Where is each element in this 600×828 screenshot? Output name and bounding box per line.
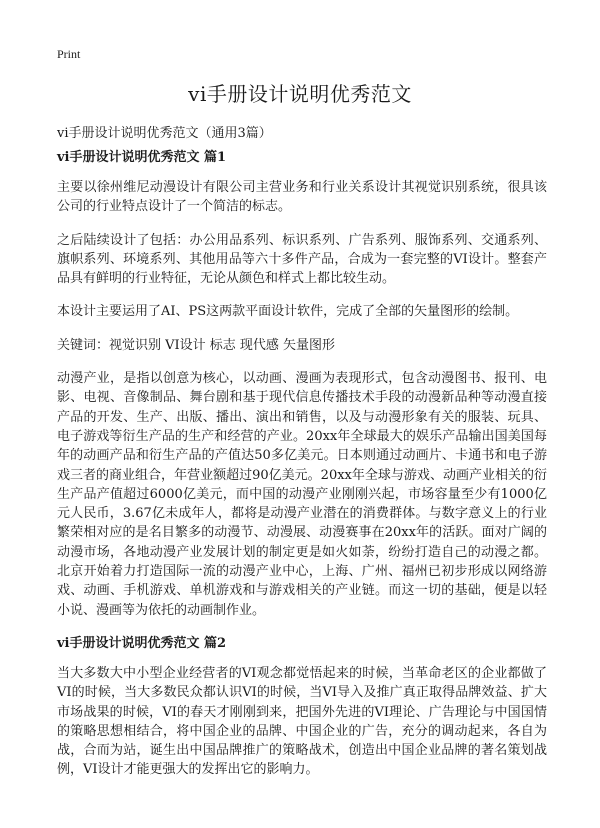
- paragraph: 主要以徐州维尼动漫设计有限公司主营业务和行业关系设计其视觉识别系统，很具该公司的行业特点设计了一个简洁的标志。: [57, 180, 547, 215]
- document-subtitle: vi手册设计说明优秀范文（通用3篇）: [57, 126, 272, 141]
- paragraph: 之后陆续设计了包括：办公用品系列、标识系列、广告系列、服饰系列、交通系列、旗帜系列、环境系列、其他用品等六十多件产品，合成为一套完整的VI设计。整套产品具有鲜明的行业特征，无论从颜色和样式上都比较生动。: [57, 232, 547, 287]
- document-body: [57, 148, 547, 780]
- paragraph: 当大多数大中小型企业经营者的VI观念都觉悟起来的时候，当革命老区的企业都做了VI的时候，当大多数民众都认识VI的时候，当VI导入及推广真正取得品牌效益、扩大市场战果的时候，VI的春天才刚刚到来，把国外先进的VI理论、广告理论与中国国情的策略思想相结合，将中国企业的品牌、中国企业的广告，充分的调动起来，各自为战，合而为站，诞生出中国品牌推广的策略战术，创造出中国企业品牌的著名策划战例，VI设计才能更强大的发挥出它的影响力。: [57, 665, 547, 778]
- keywords: 关键词：视觉识别 VI设计 标志 现代感 矢量图形: [57, 337, 336, 353]
- document-title: vi手册设计说明优秀范文: [188, 82, 412, 106]
- paragraph: 动漫产业，是指以创意为核心，以动画、漫画为表现形式，包含动漫图书、报刊、电影、电视、音像制品、舞台剧和基于现代信息传播技术手段的动漫新品种等动漫直接产品的开发、生产、出版、播出、演出和销售，以及与动漫形象有关的服装、玩具、电子游戏等衍生产品的生产和经营的产业。20xx年全球最大的娱乐产品输出国美国每年的动画产品和衍生产品的产值达50多亿美元。日本则通过动画片、卡通书和电子游戏三者的商业组合，年营业额超过90亿美元。20xx年全球与游戏、动画产业相关的衍生产品产值超过6000亿美元，而中国的动漫产业刚刚兴起，市场容量至少有1000亿元人民币，3.67亿未成年人，都将是动漫产业潜在的消费群体。与数字意义上的行业繁荣相对应的是名目繁多的动漫节、动漫展、动漫赛事在20xx年的活跃。面对广阔的动漫市场，各地动漫产业发展计划的制定更是如火如荼，纷纷打造自己的动漫之都。北京开始着力打造国际一流的动漫产业中心，上海、广州、福州已初步形成以网络游戏、动画、手机游戏、单机游戏和与游戏相关的产业链。而这一切的基础，便是以轻小说、漫画等为依托的动画制作业。: [57, 371, 547, 618]
- paragraph: 本设计主要运用了AI、PS这两款平面设计软件，完成了全部的矢量图形的绘制。: [57, 304, 519, 320]
- print-link[interactable]: Print: [57, 47, 81, 61]
- section-heading-2: vi手册设计说明优秀范文 篇2: [57, 635, 227, 651]
- section-heading-1: vi手册设计说明优秀范文 篇1: [57, 150, 227, 165]
